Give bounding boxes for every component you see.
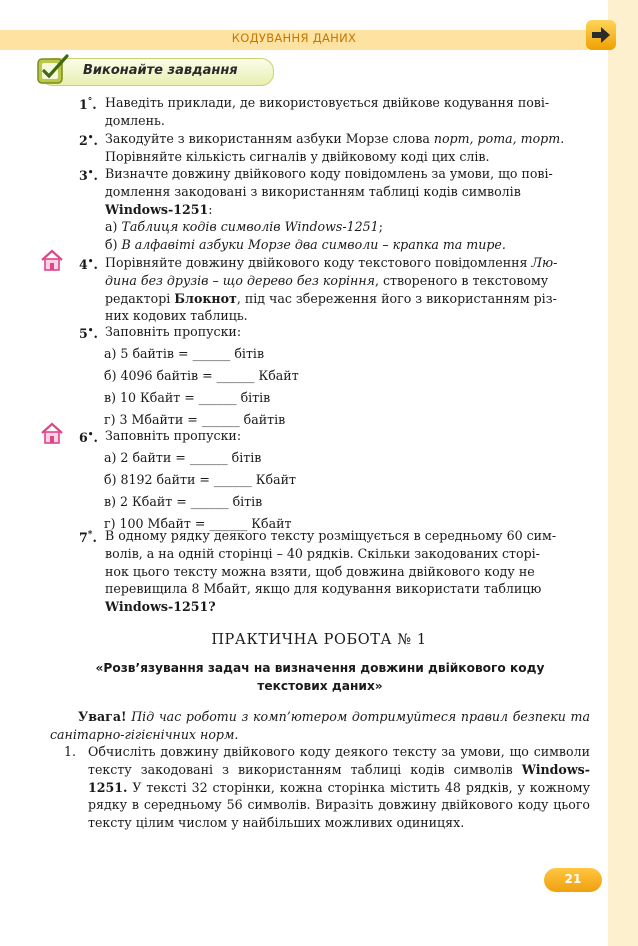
task-2 — [79, 130, 589, 166]
task-number: 1°. — [79, 97, 97, 113]
task-number: 5•. — [79, 326, 98, 342]
fill-blank-item: б) 4096 байтів = ______ Кбайт — [104, 368, 299, 383]
task-5 — [79, 323, 589, 341]
home-task-icon — [40, 248, 64, 272]
task-7 — [79, 527, 589, 616]
task-6 — [79, 427, 589, 445]
task-text: перевищила 8 Мбайт, якщо для кодування використати таблицю — [105, 581, 542, 597]
fill-blank-item: в) 2 Кбайт = ______ бітів — [104, 494, 263, 509]
task-number: 3•. — [79, 168, 98, 184]
task-subitem: а) Таблиця кодів символів Windows-1251; — [105, 219, 383, 235]
task-text: нок цього тексту можна взяти, щоб довжина двійкового коду не — [105, 563, 535, 579]
section-title: КОДУВАННЯ ДАНИХ — [231, 31, 357, 45]
task-text: Порівняйте кількість сигналів у двійковому коді цих слів. — [105, 148, 490, 164]
task-banner — [40, 58, 274, 86]
task-text: домлень. — [105, 112, 165, 128]
practical-work-title: ПРАКТИЧНА РОБОТА № 1 — [211, 632, 427, 648]
task-text: Windows-1251: — [105, 201, 213, 217]
page-number: 21 — [564, 872, 582, 886]
task-text: Наведіть приклади, де використовується двійкове кодування пові- — [105, 95, 550, 110]
task-subitem: б) В алфавіті азбуки Морзе два символи – крапка та тире. — [105, 237, 506, 253]
task-4 — [79, 254, 589, 325]
task-text: Заповніть пропуски: — [105, 324, 242, 339]
fill-blank-item: а) 5 байтів = ______ бітів — [104, 346, 265, 361]
home-task-icon — [40, 421, 64, 445]
checklist-icon — [34, 52, 72, 88]
fill-blank-item: в) 10 Кбайт = ______ бітів — [104, 390, 271, 405]
task-text: редакторі Блокнот, під час збереження його з використанням різ- — [105, 290, 557, 306]
practical-step-1: 1. Обчисліть довжину двійкового коду деякого тексту за умови, що символи тексту закодовані з використанням таблиці кодів символів Windows-1251. У тексті 32 сторінки, кожна сторінка містить 48 рядків, у кожному рядку в середньому 56 символів. Виразіть довжину двійкового коду цього тексту цілим числом у найбільших можливих одиницях. — [64, 744, 590, 831]
task-banner-label: Виконайте завдання — [83, 63, 238, 78]
task-text: них кодових таблиць. — [105, 308, 248, 324]
fill-blank-item: г) 100 Мбайт = ______ Кбайт — [104, 516, 292, 531]
task-text: Заповніть пропуски: — [105, 428, 242, 443]
task-text: Windows-1251? — [105, 599, 216, 615]
task-text: В одному рядку деякого тексту розміщується в середньому 60 сим- — [105, 528, 557, 543]
safety-warning: Увага! Під час роботи з комп’ютером дотримуйтеся правил безпеки та санітарно-гігієнічних норм. — [50, 709, 590, 742]
task-3 — [79, 165, 589, 254]
task-text: домлення закодовані з використанням таблиці кодів символів — [105, 183, 521, 199]
fill-blank-item: а) 2 байти = ______ бітів — [104, 450, 262, 465]
task-text: дина без друзів – що дерево без коріння, створеного в текстовому — [105, 272, 549, 288]
task-text: волів, а на одній сторінці – 40 рядків. Скільки закодованих сторі- — [105, 545, 540, 561]
task-text: Порівняйте довжину двійкового коду текстового повідомлення Лю- — [105, 255, 558, 270]
practical-work-subtitle: «Розв’язування задач на визначення довжини двійкового коду текстових даних» — [95, 661, 545, 693]
fill-blank-item: б) 8192 байти = ______ Кбайт — [104, 472, 296, 487]
next-page-arrow-icon[interactable] — [586, 20, 616, 50]
fill-blank-item: г) 3 Мбайти = ______ байтів — [104, 412, 286, 427]
page-margin-stripe — [608, 0, 638, 946]
task-text: Закодуйте з використанням азбуки Морзе слова порт, рота, торт. — [105, 131, 565, 146]
task-number: 7*. — [79, 530, 97, 546]
task-number: 2•. — [79, 133, 98, 149]
task-1 — [79, 94, 589, 130]
task-number: 6•. — [79, 430, 98, 446]
task-text: Визначте довжину двійкового коду повідомлень за умови, що пові- — [105, 166, 553, 181]
task-number: 4•. — [79, 257, 98, 273]
